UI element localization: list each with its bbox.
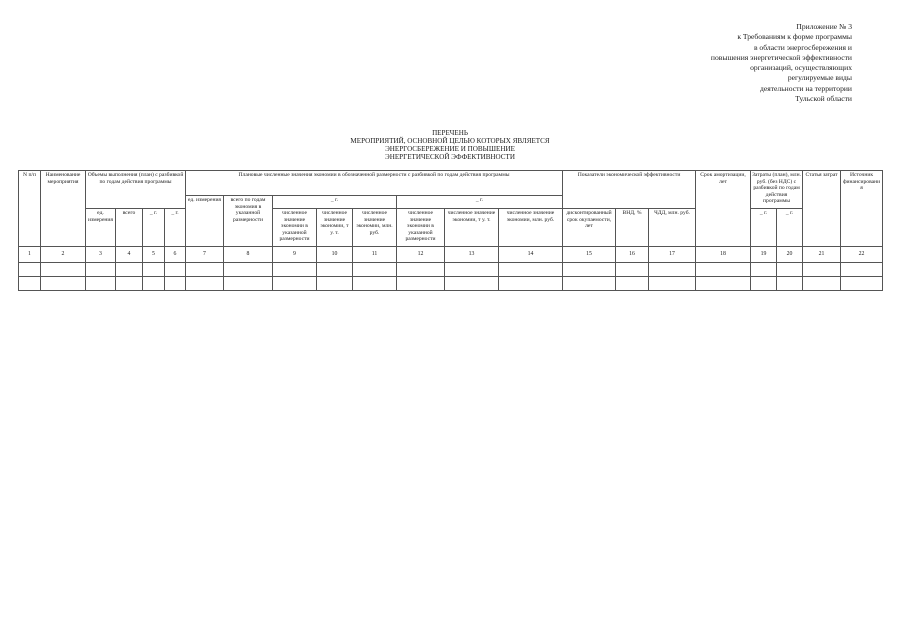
appendix-header	[652, 22, 852, 104]
column-number: 5	[143, 247, 165, 263]
column-number: 17	[649, 247, 696, 263]
header-year-2: _ г.	[397, 196, 563, 209]
column-number: 20	[777, 247, 803, 263]
header-volumes-total: всего	[116, 209, 143, 247]
appendix-line: деятельности на территории	[760, 83, 852, 93]
column-number: 18	[696, 247, 751, 263]
column-number: 1	[19, 247, 41, 263]
header-econ: Показатели экономической эффективности	[563, 171, 696, 209]
header-volumes-year-2: _ г.	[165, 209, 186, 247]
header-amortization: Срок амортизации, лет	[696, 171, 751, 247]
header-savings-rub-2: численное значение экономии, млн. руб.	[499, 209, 563, 247]
header-econ-payback: дисконтированный срок окупаемости, лет	[563, 209, 616, 247]
header-savings-unit: ед. измерения	[186, 196, 224, 247]
header-savings-numeric-2: численное значение экономии в указанной размерности	[397, 209, 445, 247]
column-number: 3	[86, 247, 116, 263]
appendix-line: регулируемые виды	[787, 73, 852, 83]
column-number: 4	[116, 247, 143, 263]
header-savings-numeric-1: численное значение экономии в указанной размерности	[273, 209, 317, 247]
appendix-line: Приложение № 3	[796, 22, 852, 31]
header-funding: Источник финансирования	[841, 171, 883, 247]
appendix-line: Тульской области	[795, 94, 852, 104]
header-volumes: Объемы выполнения (план) с разбивкой по годам действия программы	[86, 171, 186, 209]
title-line: МЕРОПРИЯТИЙ, ОСНОВНОЙ ЦЕЛЬЮ КОТОРЫХ ЯВЛЯЕТСЯ	[350, 137, 550, 146]
header-costs: Затраты (план), млн. руб. (без НДС) с разбивкой по годам действия программы	[751, 171, 803, 209]
title-line: ПЕРЕЧЕНЬ	[432, 129, 468, 137]
title-line: ЭНЕРГЕТИЧЕСКОЙ ЭФФЕКТИВНОСТИ	[385, 153, 515, 162]
header-econ-irr: ВНД, %	[616, 209, 649, 247]
column-number: 8	[224, 247, 273, 263]
document-title	[285, 129, 615, 161]
column-number: 6	[165, 247, 186, 263]
column-number: 2	[41, 247, 86, 263]
header-savings-tut-1: численное значение экономии, т у. т.	[317, 209, 353, 247]
column-number: 19	[751, 247, 777, 263]
column-number: 21	[803, 247, 841, 263]
column-number: 7	[186, 247, 224, 263]
title-line: ЭНЕРГОСБЕРЕЖЕНИЕ И ПОВЫШЕНИЕ	[385, 145, 515, 154]
header-volumes-year-1: _ г.	[143, 209, 165, 247]
column-numbers-row	[19, 247, 883, 263]
measures-table	[18, 170, 883, 291]
header-year-1: _ г.	[273, 196, 397, 209]
header-savings-tut-2: численное значение экономии, т у. т.	[445, 209, 499, 247]
header-name: Наименование мероприятия	[41, 171, 86, 247]
column-number: 9	[273, 247, 317, 263]
header-econ-npv: ЧДД, млн. руб.	[649, 209, 696, 247]
column-number: 16	[616, 247, 649, 263]
table-row	[19, 263, 883, 277]
column-number: 15	[563, 247, 616, 263]
appendix-line: повышения энергетической эффективности	[710, 52, 852, 62]
column-number: 13	[445, 247, 499, 263]
column-number: 22	[841, 247, 883, 263]
table-row	[19, 277, 883, 291]
column-number: 14	[499, 247, 563, 263]
header-num: N п/п	[19, 171, 41, 247]
appendix-line: организаций, осуществляющих	[750, 63, 852, 73]
header-costs-year-2: _ г.	[777, 209, 803, 247]
header-savings-total: всего по годам экономия в указанной размерности	[224, 196, 273, 247]
column-number: 12	[397, 247, 445, 263]
header-costs-year-1: _ г.	[751, 209, 777, 247]
header-savings-rub-1: численное значение экономии, млн. руб.	[353, 209, 397, 247]
appendix-line: к Требованиям к форме программы	[737, 32, 852, 42]
header-cost-item: Статья затрат	[803, 171, 841, 247]
column-number: 11	[353, 247, 397, 263]
header-volumes-unit: ед. измерения	[86, 209, 116, 247]
header-savings: Плановые численные значения экономии в обозначенной размерности с разбивкой по годам действия программы	[186, 171, 563, 196]
column-number: 10	[317, 247, 353, 263]
appendix-line: в области энергосбережения и	[753, 42, 852, 52]
